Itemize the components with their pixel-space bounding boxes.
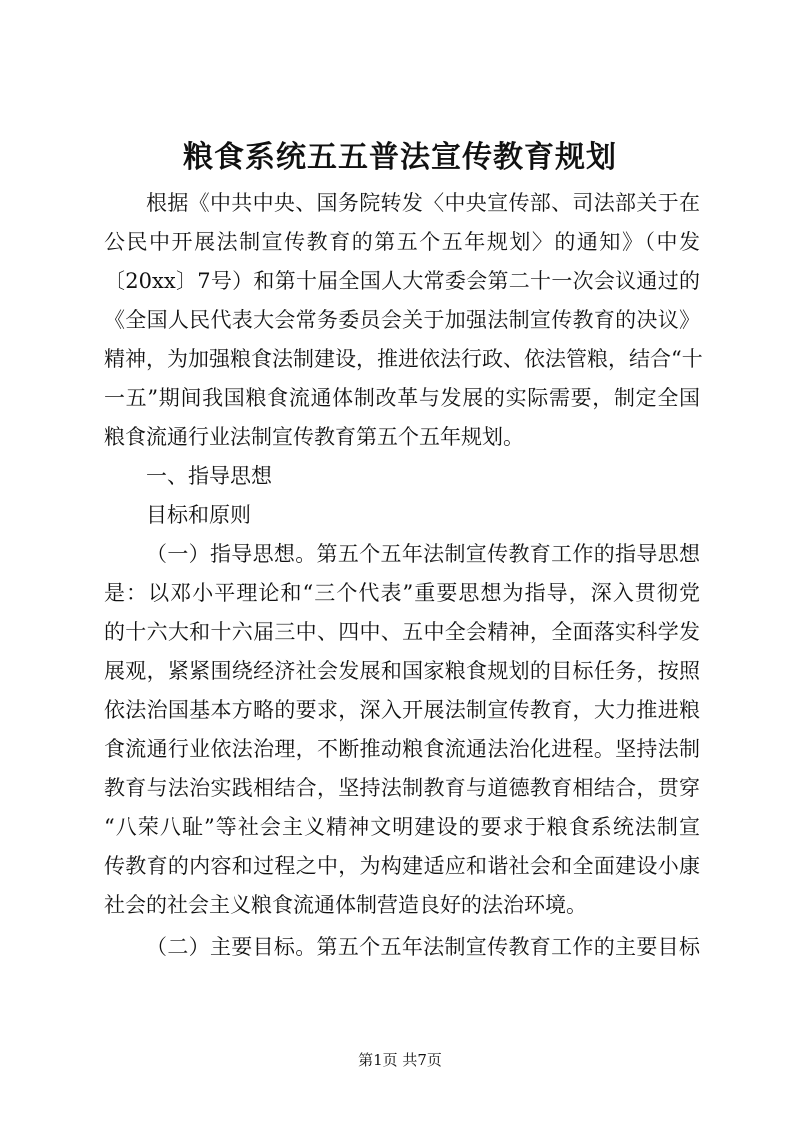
body-line: 精神，为加强粮食法制建设，推进依法行政、依法管粮，结合“十 [104, 347, 703, 371]
body-line: 依法治国基本方略的要求，深入开展法制宣传教育，大力推进粮 [104, 698, 700, 722]
body-line: 传教育的内容和过程之中，为构建适应和谐社会和全面建设小康 [104, 854, 700, 878]
body-line: 公民中开展法制宣传教育的第五个五年规划〉的通知》（中发 [104, 230, 700, 254]
body-line: 一五”期间我国粮食流通体制改革与发展的实际需要，制定全国 [104, 386, 700, 410]
body-line: 社会的社会主义粮食流通体制营造良好的法治环境。 [104, 893, 587, 917]
body-line: 教育与法治实践相结合，坚持法制教育与道德教育相结合，贯穿 [104, 776, 700, 800]
body-line: （一）指导思想。第五个五年法制宣传教育工作的指导思想 [146, 542, 700, 566]
page-footer: 第1页 共7页 [358, 1051, 442, 1069]
section-subheading: 目标和原则 [146, 503, 251, 527]
body-line: 〔20xx〕7号）和第十届全国人大常委会第二十一次会议通过的 [104, 269, 700, 293]
body-line: 根据《中共中央、国务院转发〈中央宣传部、司法部关于在 [146, 191, 700, 215]
body-line: 是：以邓小平理论和“三个代表”重要思想为指导，深入贯彻党 [104, 581, 700, 605]
body-line: 《全国人民代表大会常务委员会关于加强法制宣传教育的决议》 [104, 308, 700, 332]
body-line: 展观，紧紧围绕经济社会发展和国家粮食规划的目标任务，按照 [104, 659, 700, 683]
body-line: （二）主要目标。第五个五年法制宣传教育工作的主要目标 [146, 935, 700, 959]
section-heading: 一、指导思想 [146, 464, 272, 488]
body-line: 粮食流通行业法制宣传教育第五个五年规划。 [104, 425, 524, 449]
body-line: “八荣八耻”等社会主义精神文明建设的要求于粮食系统法制宣 [104, 815, 700, 839]
body-line: 食流通行业依法治理，不断推动粮食流通法治化进程。坚持法制 [104, 737, 700, 761]
document-title: 粮食系统五五普法宣传教育规划 [183, 140, 617, 175]
body-line: 的十六大和十六届三中、四中、五中全会精神，全面落实科学发 [104, 620, 700, 644]
document-body [104, 184, 703, 967]
